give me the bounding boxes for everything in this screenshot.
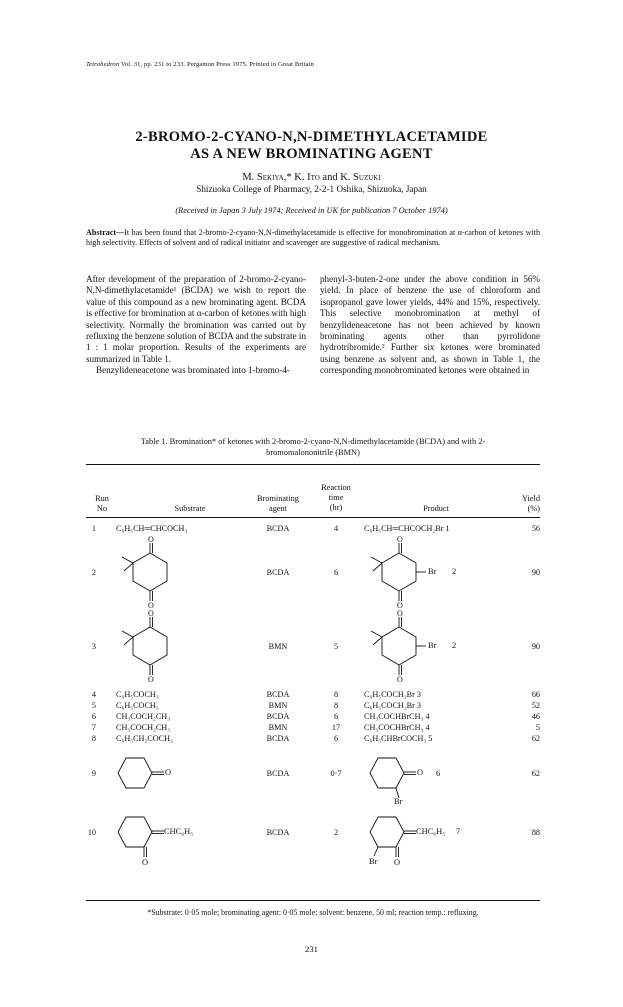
table-footnote: *Substrate: 0·05 mole; brominating agent: 0·05 mole; solvent: benzene, 50 ml; reaction temp.: refluxing. bbox=[147, 908, 479, 917]
row4-agent: BCDA bbox=[266, 690, 290, 699]
row3-time: 5 bbox=[333, 642, 339, 651]
row7-agent: BMN bbox=[268, 723, 288, 732]
header-product: Product bbox=[423, 504, 449, 513]
body-paragraph: After development of the preparation of 2-bromo-2-cyano-N,N-dimethylacetamide¹ (BCDA) we wish to report the value of this compound as a new brominating agent. BCDA is effective for bromination at α-carbon of ketones with high selectivity. Normally the bromination was carried out by refluxing the benzene solution of BCDA and the substrate in 1 : 1 molar proportion. Results of the experiments are summarized in Table 1. bbox=[86, 274, 307, 364]
row6-time: 6 bbox=[333, 712, 339, 721]
row6-run: 6 bbox=[91, 712, 96, 721]
row7-run: 7 bbox=[91, 723, 96, 732]
header-yield bbox=[500, 494, 540, 514]
journal-name: Tetrahedron bbox=[86, 61, 120, 68]
svg-text:O: O bbox=[148, 675, 154, 683]
header-run bbox=[86, 494, 118, 514]
row5-product: C₆H₅COCH₂Br 3 bbox=[364, 701, 422, 710]
paper-title-line1: 2-BROMO-2-CYANO-N,N-DIMETHYLACETAMIDE bbox=[135, 129, 488, 145]
row4-substrate: C₆H₅COCH₃ bbox=[116, 690, 159, 699]
header-time-line: (hr) bbox=[329, 503, 343, 512]
table-caption-line: bromomalononitrile (BMN) bbox=[266, 447, 360, 457]
row2-agent: BCDA bbox=[266, 568, 290, 577]
row5-run: 5 bbox=[91, 701, 96, 710]
row5-yield: 52 bbox=[531, 701, 540, 710]
row6-agent: BCDA bbox=[266, 712, 290, 721]
header-agent-line: agent bbox=[269, 504, 287, 513]
row8-yield: 62 bbox=[531, 734, 540, 743]
row6-substrate: CH₃COCH₂CH₃ bbox=[116, 712, 171, 721]
paper-title-line2: AS A NEW BROMINATING AGENT bbox=[190, 146, 433, 162]
row8-agent: BCDA bbox=[266, 734, 290, 743]
row2-product-structure bbox=[364, 535, 437, 609]
row2-yield: 90 bbox=[531, 568, 540, 577]
row2-product-br: Br bbox=[428, 567, 437, 576]
body-paragraph: Benzylideneacetone was brominated into 1-bromo-4- bbox=[96, 365, 290, 376]
row2-product-number: 2 bbox=[452, 567, 457, 576]
row3-product-br: Br bbox=[428, 641, 437, 650]
header-agent bbox=[248, 494, 308, 514]
row10-substrate-group: CHC₆H₅ bbox=[164, 827, 194, 836]
svg-text:O: O bbox=[397, 675, 403, 683]
row8-time: 6 bbox=[333, 734, 339, 743]
author-and: and bbox=[322, 172, 338, 183]
row3-substrate-structure bbox=[115, 609, 185, 683]
row10-agent: BCDA bbox=[266, 828, 290, 837]
row3-agent: BMN bbox=[268, 642, 288, 651]
svg-text:O: O bbox=[397, 601, 403, 609]
header-substrate: Substrate bbox=[174, 504, 206, 513]
author-1: M. Sekiya,* bbox=[242, 172, 292, 183]
dimethylcyclohexanedione-icon bbox=[115, 535, 185, 609]
author-2: K. Ito bbox=[294, 172, 320, 183]
row10-yield: 88 bbox=[531, 828, 540, 837]
row8-product: C₆H₅CHBrCOCH₃ 5 bbox=[364, 734, 433, 743]
bromo-dimethylcyclohexanedione-icon bbox=[364, 609, 437, 683]
body-paragraph: phenyl-3-buten-2-one under the above condition in 56% yield. In place of benzene the use of chloroform and isopropanol gave lower yields, 44% and 15%, respectively. This selective monobromination at methyl of benzylideneacetone has not been achieved by known brominating agents other than pyrrolidone hydrotribromide.² Further six ketones were brominated using benzene as solvent and, as shown in Table 1, the corresponding monobrominated ketones were obtained in bbox=[320, 274, 540, 376]
header-agent-line: Brominating bbox=[257, 494, 299, 503]
row4-time: 8 bbox=[333, 690, 339, 699]
row9-product-o: O bbox=[417, 768, 424, 777]
row10-time: 2 bbox=[333, 828, 339, 837]
row7-product: CH₃COCHBrCH₃ 4 bbox=[364, 723, 430, 732]
row6-product: CH₃COCHBrCH₃ 4 bbox=[364, 712, 430, 721]
row10-product-br: Br bbox=[369, 857, 378, 866]
svg-text:O: O bbox=[397, 609, 403, 618]
svg-text:O: O bbox=[148, 609, 154, 618]
row3-product-number: 2 bbox=[452, 641, 457, 650]
header-time-line: time bbox=[328, 493, 344, 502]
row2-run: 2 bbox=[91, 568, 96, 577]
row1-time: 4 bbox=[333, 524, 339, 533]
row4-yield: 66 bbox=[531, 690, 540, 699]
svg-text:O: O bbox=[397, 535, 403, 544]
row3-yield: 90 bbox=[531, 642, 540, 651]
row1-agent: BCDA bbox=[266, 524, 290, 533]
header-yield-line: Yield bbox=[522, 494, 540, 503]
row9-substrate-o: O bbox=[165, 768, 172, 777]
row5-time: 8 bbox=[333, 701, 339, 710]
journal-citation: Vol. 31, pp. 231 to 233. Pergamon Press 1975. Printed in Great Britain bbox=[120, 61, 314, 68]
row7-time: 17 bbox=[331, 723, 341, 732]
table-caption-line: Table 1. Bromination* of ketones with 2-bromo-2-cyano-N,N-dimethylacetamide (BCDA) and with 2- bbox=[140, 437, 486, 446]
row1-yield: 56 bbox=[531, 524, 540, 533]
row5-agent: BMN bbox=[268, 701, 288, 710]
abstract-label: Abstract— bbox=[86, 228, 125, 237]
svg-text:O: O bbox=[148, 535, 154, 544]
row10-product-o: O bbox=[394, 858, 401, 867]
row9-agent: BCDA bbox=[266, 769, 290, 778]
row9-time: 0·7 bbox=[330, 769, 342, 778]
row3-product-structure bbox=[364, 609, 437, 683]
header-yield-line: (%) bbox=[527, 504, 540, 513]
row8-substrate: C₆H₅CH₂COCH₃ bbox=[116, 734, 173, 743]
row2-time: 6 bbox=[333, 568, 339, 577]
row9-yield: 62 bbox=[531, 769, 540, 778]
row1-run: 1 bbox=[91, 524, 96, 533]
header-time-line: Reaction bbox=[321, 483, 351, 492]
row10-product-number: 7 bbox=[456, 827, 461, 836]
table-top-rule bbox=[86, 464, 540, 465]
row7-substrate: CH₃COCH₂CH₃ bbox=[116, 723, 171, 732]
page-number: 231 bbox=[305, 944, 318, 954]
row1-substrate: C₆H₅CH═CHCOCH₃ bbox=[116, 524, 188, 533]
row9-product-br: Br bbox=[394, 797, 403, 806]
table-header-rule bbox=[86, 517, 540, 518]
affiliation: Shizuoka College of Pharmacy, 2-2-1 Oshika, Shizuoka, Japan bbox=[196, 184, 427, 194]
svg-text:O: O bbox=[148, 601, 154, 609]
author-3: K. Suzuki bbox=[340, 172, 381, 183]
row3-run: 3 bbox=[91, 642, 96, 651]
row2-substrate-structure bbox=[115, 535, 185, 609]
row4-product: C₆H₅COCH₂Br 3 bbox=[364, 690, 422, 699]
received-dates: (Received in Japan 3 July 1974; Received in UK for publication 7 October 1974) bbox=[175, 206, 448, 215]
table-bottom-rule bbox=[86, 900, 540, 901]
row10-run: 10 bbox=[87, 828, 96, 837]
row10-substrate-o: O bbox=[142, 858, 149, 867]
header-run-line: Run bbox=[95, 494, 109, 503]
dimethylcyclohexanedione-icon bbox=[115, 609, 185, 683]
row9-product-number: 6 bbox=[436, 769, 441, 778]
row5-substrate: C₆H₅COCH₃ bbox=[116, 701, 159, 710]
bromo-dimethylcyclohexanedione-icon bbox=[364, 535, 437, 609]
row7-yield: 5 bbox=[535, 723, 540, 732]
row4-run: 4 bbox=[91, 690, 96, 699]
row6-yield: 46 bbox=[531, 712, 540, 721]
row8-run: 8 bbox=[91, 734, 96, 743]
row9-run: 9 bbox=[91, 769, 96, 778]
header-no-line: No bbox=[96, 504, 108, 513]
row10-product-group: CHC₆H₅ bbox=[416, 827, 446, 836]
row1-product: C₆H₅CH═CHCOCH₂Br 1 bbox=[364, 524, 450, 533]
header-time bbox=[312, 483, 360, 513]
abstract-text: It has been found that 2-bromo-2-cyano-N,N-dimethylacetamide is effective for monobromination at α-carbon of ketones with high selectivity. Effects of solvent and of radical initiator and scavenger are suggestive of radical mechanism. bbox=[86, 228, 540, 248]
